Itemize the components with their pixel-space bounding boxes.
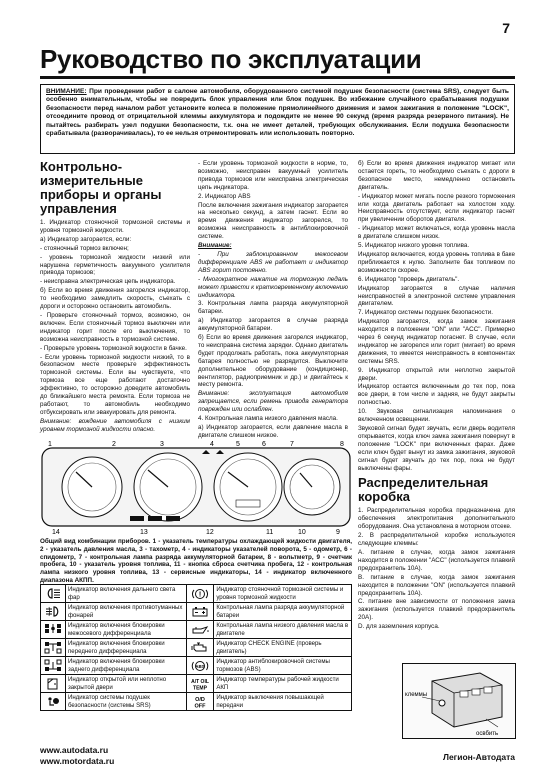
instrument-cluster-figure (40, 440, 352, 535)
door-icon (41, 675, 66, 693)
indicator-description: Индикатор включения блокировки заднего дифференциала (66, 657, 187, 675)
paragraph: б) Если во время движения загорелся индикатор, то необходимо замедлить скорость, съехать с дороги и осторожно остановить автомобиль. (40, 287, 190, 311)
headlight-icon (41, 585, 66, 603)
paragraph: - Проверьте стояночный тормоз, возможно, он включен. Если стояночный тормоз выключен или индикатор горит после его выключения, то возможна неисправность в тормозной системе. (40, 311, 190, 343)
paragraph: б) Если во время движения загорелся индикатор, то неисправна система зарядки. Однако двигатель будет продолжать работать, пока аккумуляторная батарея полностью не разрядится. Выключите дополнительное оборудование (кондиционер, вентилятор, радиоприемник и др.) и двигайтесь к месту ремонта. (198, 334, 348, 389)
paragraph: Звуковой сигнал будет звучать, если дверь водителя открывается, когда ключ замка зажигания повернут в положение "LOCK" при включенных фарах. Даже если ключ будет вынут из замка зажигания, звуковой сигнал будет звучать до тех пор, пока не будут выключены фары. (358, 425, 515, 472)
oil-can-icon (187, 621, 214, 639)
indicator-description: Индикатор включения дальнего света фар (66, 585, 187, 603)
engine-icon (187, 639, 214, 657)
paragraph: б) Если во время движения индикатор мигает или остается гореть, то необходимо съехать с дороги в безопасное место, немедленно остановить двигатель. (358, 160, 515, 191)
battery-icon (187, 603, 214, 621)
indicator-description: Индикатор температуры рабочей жидкости АКП (214, 675, 352, 693)
junction-box-figure (402, 663, 516, 739)
indicator-description: Индикатор включения блокировки межосевого дифференциала (66, 621, 187, 639)
paragraph: - При заблокированном межосевом дифференциале ABS не работает и индикатор ABS горит постоянно. (198, 250, 348, 274)
paragraph: Индикатор загорается, когда замок зажигания находится в положении "ON" или "ACC". Примерно через 6 секунд индикатор погаснет. В случае, если индикатор не загорелся или горит (мигает) во время движения, то имеется неисправность в компонентах системы SRS. (358, 318, 515, 365)
callout-1: 1 (48, 441, 52, 448)
callout-6: 6 (262, 441, 266, 448)
indicator-description: Индикатор системы подушек безопасности (системы SRS) (66, 693, 187, 711)
callout-13: 13 (140, 529, 148, 536)
table-row (41, 657, 352, 675)
page-title: Руководство по эксплуатации (40, 44, 422, 74)
svg-text:!: ! (199, 591, 202, 598)
title-rule (40, 76, 515, 79)
paragraph: Индикатор загорается в случае наличия неисправностей в электронной системе управления двигателем. (358, 284, 515, 308)
paragraph: Индикатор остается включенным до тех пор, пока все двери, в том числе и задняя, не будут закрыты полностью. (358, 383, 515, 407)
paragraph: 5. Индикатор низкого уровня топлива. (358, 242, 470, 250)
table-row (41, 693, 352, 711)
paragraph: В. питание в случае, когда замок зажигания находится в положении "ON" (используется плавкий предохранитель 10А). (358, 573, 515, 597)
paragraph: - Индикатор может включаться, когда уровень масла в двигателе слишком низок. (358, 225, 515, 241)
callout-14: 14 (52, 529, 60, 536)
paragraph: С. питание вне зависимости от положения замка зажигания (используется плавкий предохранитель 20А). (358, 598, 515, 622)
warning-box (40, 84, 515, 154)
svg-text:OFF: OFF (194, 703, 206, 709)
warning-text: При проведении работ в салоне автомобиля, оборудованного системой подушек безопасности (система SRS), следует быть особенно внимательным, чтобы не повредить блок управления или блок подушек. Во избежание случайного срабатывания подушки безопасности перед началом работ установите колеса в положение прямолинейного движения и замок зажигания в положение "LOCK", отсоедините провод от отрицательной клеммы аккумулятора и подождите не менее 90 секунд (время разряда резервного питания). Не пытайтесь разбирать узел подушки безопасности, т.к. она не имеет деталей, требующих обслуживания. Если подушка безопасности срабатывала (разворачивалась), то ее нельзя отремонтировать или использовать повторно. (46, 88, 509, 138)
foglight-icon (41, 603, 66, 621)
abs-icon-label: ABS (195, 663, 206, 669)
footer-publisher: Легион-Автодата (442, 752, 515, 762)
page-number: 7 (502, 20, 510, 36)
at-oil-temp-icon (187, 675, 214, 693)
callout-8: 8 (340, 441, 344, 448)
svg-text:A/T OIL: A/T OIL (191, 678, 210, 685)
callout-5: 5 (236, 441, 240, 448)
paragraph: 1. Распределительная коробка предназначена для обеспечения электропитания дополнительного оборудования. Она установлена в моторном отсеке. (358, 507, 515, 531)
section-heading-junction-box: Распределительная коробка (358, 475, 489, 505)
callout-7: 7 (290, 441, 294, 448)
paragraph: 6. Индикатор "проверь двигатель". (358, 275, 460, 283)
indicator-description: Индикатор антиблокировочной системы тормозов (ABS) (214, 657, 352, 675)
note: Внимание: (198, 242, 232, 250)
paragraph: - Если уровень тормозной жидкости низкий, то в безопасном месте проверьте эффективность тормозной системы. Если вы чувствуете, что тормоза все еще работают достаточно эффективно, то осторожно доведите автомобиль до ближайшего места ремонта. Если тормоза не работают, то автомобиль необходимо отбуксировать или эвакуировать для ремонта. (40, 353, 190, 416)
paragraph: а) Индикатор загорается, если давление масла в двигателе слишком низкое. (198, 424, 348, 439)
callout-12: 12 (206, 529, 214, 536)
column-2 (198, 160, 348, 438)
abs-icon (187, 657, 214, 675)
svg-text:O/D: O/D (195, 696, 206, 703)
paragraph: 4. Контрольная лампа низкого давления масла. (198, 415, 338, 423)
paragraph: 3. Контрольная лампа разряда аккумуляторной батареи. (198, 300, 348, 316)
paragraph: - неисправна электрическая цепь индикатора. (40, 278, 176, 286)
paragraph: Индикатор включается, когда уровень топлива в баке приближается к нулю. Заполните бак топливом по возможности скорее. (358, 250, 515, 274)
indicator-description: Индикатор выключения повышающей передачи (214, 693, 352, 711)
center-diff-icon (41, 621, 66, 639)
table-row (41, 639, 352, 657)
rear-diff-icon (41, 657, 66, 675)
figure-label-terminals: клеммы (405, 692, 428, 698)
paragraph: 2. Индикатор ABS (198, 192, 251, 200)
table-row (41, 621, 352, 639)
paragraph: 9. Индикатор открытой или неплотно закрытой двери. (358, 366, 515, 382)
paragraph: 7. Индикатор системы подушек безопасности. (358, 309, 493, 317)
paragraph: D. для заземления корпуса. (358, 623, 440, 631)
paragraph: А. питание в случае, когда замок зажигания находится в положении "АСС" (используется плавкий предохранитель 10А). (358, 548, 515, 572)
indicator-description: Индикатор CHECK ENGINE (проверь двигатель) (214, 639, 352, 657)
table-row (41, 675, 352, 693)
note: Внимание: эксплуатация автомобиля запрещается, если ремень привода генератора поврежден или ослаблен. (198, 390, 348, 414)
paragraph: - Проверьте уровень тормозной жидкости в бачке. (40, 344, 187, 352)
callout-4: 4 (210, 441, 214, 448)
warning-label: ВНИМАНИЕ: (46, 88, 87, 95)
indicator-description: Индикатор стояночной тормозной системы и уровня тормозной жидкости (214, 585, 352, 603)
indicator-table (40, 584, 352, 711)
footer-links (40, 745, 114, 767)
column-1 (40, 160, 190, 438)
paragraph: - уровень тормозной жидкости низкий или нарушена герметичность вакуумного усилителя привода тормозов; (40, 253, 190, 277)
section-heading-instruments: Контрольно-измерительные приборы и органы управления (40, 159, 162, 216)
callout-9: 9 (336, 529, 340, 536)
footer-link-motordata[interactable]: www.motordata.ru (40, 756, 115, 766)
table-row (41, 585, 352, 603)
callout-3: 3 (160, 441, 164, 448)
indicator-description: Индикатор включения противотуманных фонарей (66, 603, 187, 621)
table-row (41, 603, 352, 621)
callout-11: 11 (266, 529, 274, 536)
paragraph: - Если уровень тормозной жидкости в норме, то, возможно, неисправен вакуумный усилитель привода тормозов или неисправна электрическая цепь индикатора. (198, 160, 348, 191)
note: Внимание: вождение автомобиля с низким уровнем тормозной жидкости опасно. (40, 417, 190, 433)
paragraph: 2. В распределительной коробке используются следующие клеммы: (358, 532, 515, 548)
paragraph: - Многократное нажатие на тормозную педаль может привести к кратковременному включению индикатора. (198, 275, 348, 299)
airbag-icon (41, 693, 66, 711)
callout-2: 2 (112, 441, 116, 448)
front-diff-icon (41, 639, 66, 657)
figure-caption: Общий вид комбинации приборов. 1 - указатель температуры охлаждающей жидкости двигателя, 2 - указатель давления масла, 3 - тахометр, 4 - индикаторы указателей поворота, 5 - одометр, 6 - спидометр, 7 - контрольная лампа разряда аккумуляторной батареи, 8 - вольтметр, 9 - счетчик пробега, 10 - указатель уровня топлива, 11 - кнопка сброса счетчика пробега, 12 - контрольная лампа низкого уровня топлива, 13 - сервисные индикаторы, 14 - индикатор включенного диапазона АКПП. (40, 538, 352, 584)
indicator-description: Контрольная лампа низкого давления масла в двигателе (214, 621, 352, 639)
paragraph: 1. Индикатор стояночной тормозной системы и уровня тормозной жидкости. (40, 219, 190, 234)
brake-circle-icon (187, 585, 214, 603)
paragraph: 10. Звуковая сигнализация напоминания о включенном освещении. (358, 408, 515, 424)
paragraph: а) Индикатор загорается в случае разряда аккумуляторной батареи. (198, 317, 348, 333)
indicator-description: Контрольная лампа разряда аккумуляторной батареи (214, 603, 352, 621)
callout-10: 10 (298, 529, 306, 536)
figure-label-remove: освбить (476, 731, 499, 737)
paragraph: - Индикатор может мигать после резкого торможения или когда двигатель работает на холостом ходу. Неисправность отсутствует, если индикатор гаснет при увеличении оборотов двигателя. (358, 192, 515, 224)
indicator-description: Индикатор включения блокировки переднего дифференциала (66, 639, 187, 657)
od-off-icon (187, 693, 214, 711)
svg-text:TEMP: TEMP (193, 685, 208, 691)
paragraph: После включения зажигания индикатор загорается на несколько секунд, а затем гаснет. Если во время движения индикатор загорелся, то возможна неисправность в антиблокировочной системе. (198, 201, 348, 241)
indicator-description: Индикатор открытой или неплотно закрытой двери (66, 675, 187, 693)
paragraph: - стояночный тормоз включен; (40, 244, 129, 252)
paragraph: а) Индикатор загорается, если: (40, 235, 132, 243)
footer-link-autodata[interactable]: www.autodata.ru (40, 745, 109, 755)
